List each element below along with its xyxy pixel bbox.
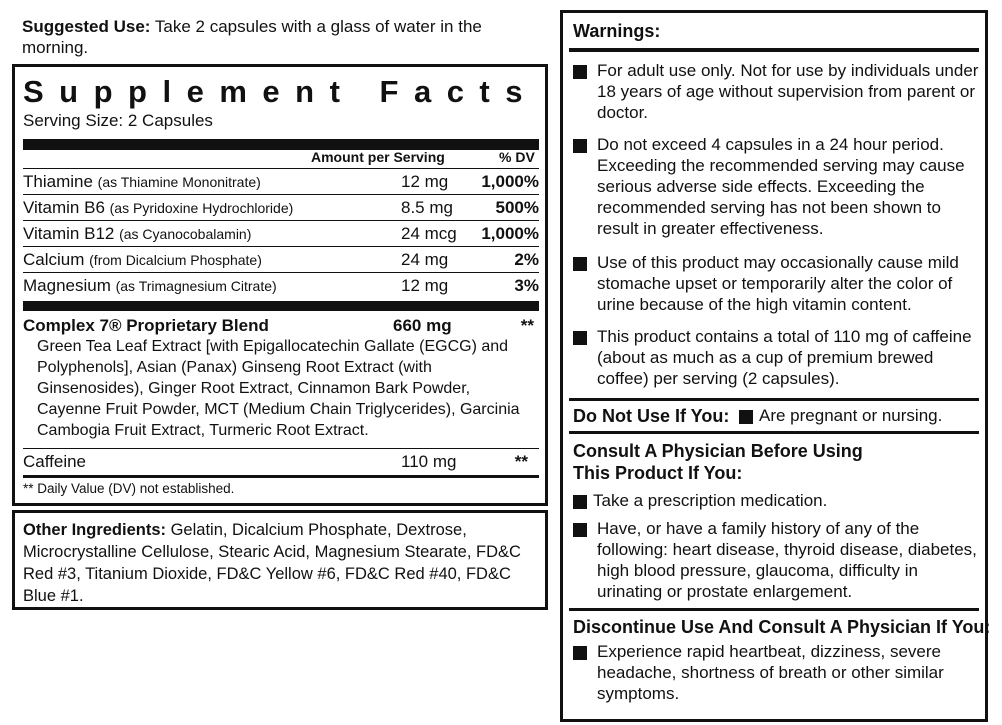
nutrient-dv: 1,000% bbox=[481, 172, 539, 191]
nutrient-amount: 8.5 mg bbox=[401, 198, 453, 217]
bullet-icon bbox=[573, 523, 587, 537]
bullet-icon bbox=[739, 410, 753, 424]
nutrient-name: Thiamine bbox=[23, 172, 93, 191]
blend-amount: 660 mg bbox=[393, 316, 452, 335]
nutrient-name: Vitamin B12 bbox=[23, 224, 115, 243]
warning-item: Use of this product may occasionally cause mild stomache upset or temporarily alter the color of urine because of the high vitamin content. bbox=[597, 253, 959, 314]
other-ingredients-label: Other Ingredients: bbox=[23, 521, 167, 539]
warning-item: This product contains a total of 110 mg of caffeine (about as much as a cup of premium brewed coffee) per serving (2 capsules). bbox=[597, 327, 972, 388]
divider-thick bbox=[569, 398, 979, 401]
divider-thick bbox=[23, 475, 539, 478]
bullet-icon bbox=[573, 139, 587, 153]
divider-thick bbox=[569, 431, 979, 434]
suggested-use bbox=[22, 16, 542, 58]
nutrient-row bbox=[23, 169, 539, 195]
nutrient-row bbox=[23, 221, 539, 247]
discontinue-title: Discontinue Use And Consult A Physician If You: bbox=[573, 617, 991, 637]
nutrient-source: (as Thiamine Mononitrate) bbox=[97, 174, 261, 190]
other-ingredients-panel bbox=[12, 510, 548, 610]
bullet-icon bbox=[573, 495, 587, 509]
do-not-use-title: Do Not Use If You: bbox=[573, 406, 730, 426]
nutrient-row bbox=[23, 273, 539, 299]
warning-item: For adult use only. Not for use by individuals under 18 years of age without supervision from parent or doctor. bbox=[597, 61, 979, 122]
nutrient-name: Vitamin B6 bbox=[23, 198, 105, 217]
discontinue-item: Experience rapid heartbeat, dizziness, severe headache, shortness of breath or other similar symptoms. bbox=[597, 642, 944, 703]
bullet-icon bbox=[573, 331, 587, 345]
bullet-icon bbox=[573, 65, 587, 79]
blend-dv: ** bbox=[520, 316, 534, 335]
header-amount: Amount per Serving bbox=[311, 149, 445, 165]
consult-title-line-1: Consult A Physician Before Using bbox=[573, 441, 863, 461]
warnings-panel bbox=[560, 10, 991, 722]
nutrient-amount: 24 mg bbox=[401, 250, 449, 269]
do-not-use-item: Are pregnant or nursing. bbox=[759, 406, 943, 425]
nutrient-row bbox=[23, 247, 539, 273]
warning-item: Do not exceed 4 capsules in a 24 hour period. Exceeding the recommended serving may cause serious adverse side effects. Exceeding the recommended serving has not been shown to result in greater effectiveness. bbox=[597, 135, 965, 238]
supplement-facts-panel bbox=[12, 64, 548, 506]
nutrient-dv: 500% bbox=[495, 198, 539, 217]
nutrient-source: (as Pyridoxine Hydrochloride) bbox=[109, 200, 294, 216]
warnings-title: Warnings: bbox=[573, 21, 661, 41]
nutrient-amount: 24 mcg bbox=[401, 224, 457, 243]
consult-title-line-2: This Product If You: bbox=[573, 463, 743, 483]
consult-item: Have, or have a family history of any of the following: heart disease, thyroid disease, diabetes, high blood pressure, glaucoma, difficulty in urinating or prostate enlargement. bbox=[597, 519, 977, 601]
caffeine-name: Caffeine bbox=[23, 452, 87, 471]
nutrient-source: (as Cyanocobalamin) bbox=[119, 226, 252, 242]
consult-item: Take a prescription medication. bbox=[593, 491, 828, 510]
caffeine-dv: ** bbox=[514, 452, 528, 471]
nutrient-name: Calcium bbox=[23, 250, 85, 269]
nutrient-source: (as Trimagnesium Citrate) bbox=[115, 278, 277, 294]
divider-thick bbox=[23, 301, 539, 311]
divider-thick bbox=[23, 139, 539, 150]
suggested-use-label: Suggested Use: bbox=[22, 17, 151, 36]
caffeine-amount: 110 mg bbox=[401, 452, 457, 471]
nutrient-dv: 1,000% bbox=[481, 224, 539, 243]
footnote: ** Daily Value (DV) not established. bbox=[23, 481, 235, 496]
nutrient-dv: 3% bbox=[514, 276, 539, 295]
nutrient-amount: 12 mg bbox=[401, 172, 449, 191]
nutrient-name: Magnesium bbox=[23, 276, 111, 295]
nutrient-amount: 12 mg bbox=[401, 276, 449, 295]
facts-title: Supplement Facts bbox=[23, 74, 538, 109]
bullet-icon bbox=[573, 257, 587, 271]
divider-thick bbox=[569, 48, 979, 52]
nutrient-dv: 2% bbox=[514, 250, 539, 269]
caffeine-row bbox=[23, 449, 539, 475]
other-ingredients-text: Gelatin, Dicalcium Phosphate, Dextrose, Microcrystalline Cellulose, Stearic Acid, Magnesium Stearate, FD&C Red #3, Titanium Dioxide, FD&C Yellow #6, FD&C Red #40, FD&C Blue #1. bbox=[23, 521, 521, 605]
bullet-icon bbox=[573, 646, 587, 660]
header-dv: % DV bbox=[499, 149, 535, 165]
suggested-use-text: Take 2 capsules with a glass of water in the morning. bbox=[22, 17, 482, 57]
divider-thick bbox=[569, 608, 979, 611]
blend-title: Complex 7® Proprietary Blend bbox=[23, 316, 269, 335]
serving-size: Serving Size: 2 Capsules bbox=[23, 111, 213, 130]
nutrient-source: (from Dicalcium Phosphate) bbox=[89, 252, 262, 268]
nutrient-row bbox=[23, 195, 539, 221]
blend-ingredients: Green Tea Leaf Extract [with Epigallocatechin Gallate (EGCG) and Polyphenols], Asian (Panax) Ginseng Root Extract (with Ginsenosides), Ginger Root Extract, Cinnamon Bark Powder, Cayenne Fruit Powder, MCT (Medium Chain Triglycerides), Garcinia Cambogia Fruit Extract, Turmeric Root Extract. bbox=[37, 338, 520, 439]
